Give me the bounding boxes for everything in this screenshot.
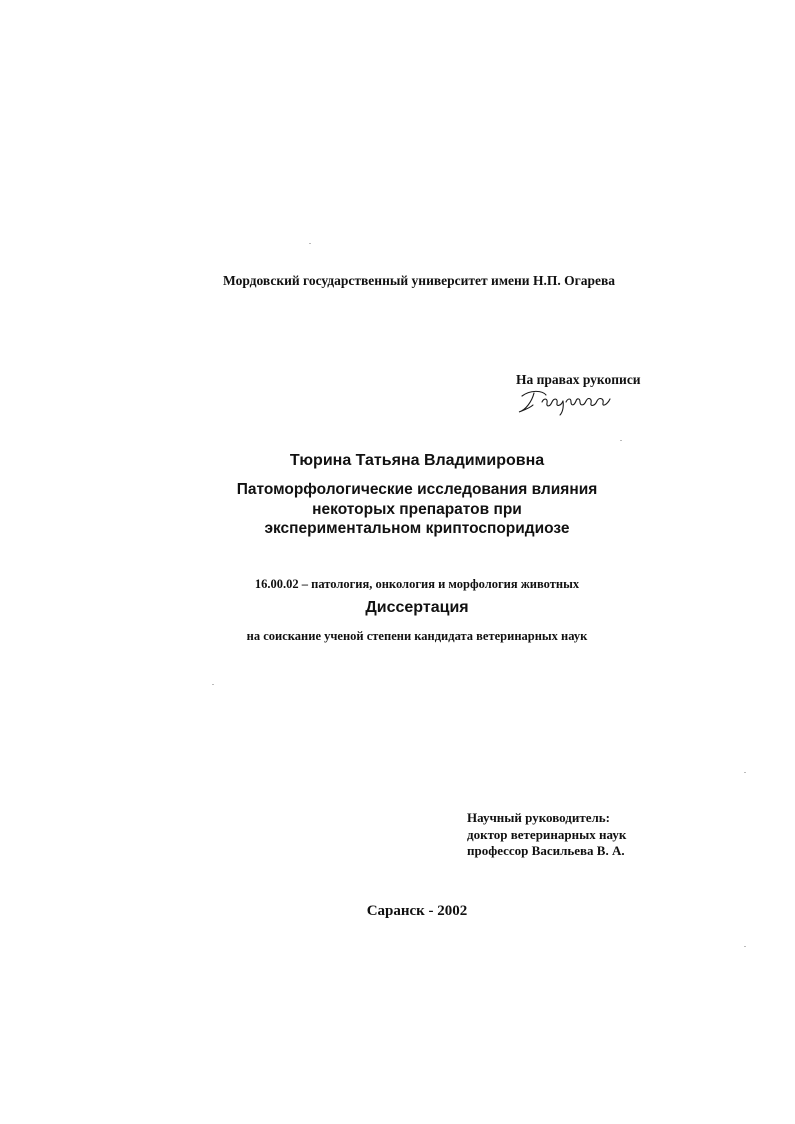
author-name: Тюрина Татьяна Владимировна: [289, 452, 545, 469]
document-type: Диссертация: [365, 599, 469, 616]
city-year: Саранск - 2002: [366, 903, 468, 919]
advisor-label: Научный руководитель:: [467, 810, 610, 825]
title-line-2: некоторых препаратов при: [312, 500, 522, 518]
dissertation-title: [0, 480, 795, 539]
scan-speck: [309, 243, 311, 244]
scan-speck: [744, 772, 746, 773]
degree-line: на соискание ученой степени кандидата ветеринарных наук: [246, 629, 588, 643]
title-line-1: Патоморфологические исследования влияния: [236, 481, 598, 498]
specialty-code: 16.00.02 – патология, онкология и морфология животных: [254, 577, 580, 591]
rights-note: На правах рукописи: [516, 372, 641, 387]
university-name: Мордовский государственный университет имени Н.П. Огарева: [223, 273, 615, 288]
scan-speck: [744, 946, 746, 947]
scan-speck: [620, 440, 622, 441]
title-line-3: экспериментальном криптоспоридиозе: [264, 520, 570, 537]
scan-speck: [212, 684, 214, 685]
advisor-block: [467, 810, 626, 860]
handwritten-signature: [516, 386, 612, 416]
advisor-name: профессор Васильева В. А.: [467, 843, 625, 858]
advisor-title: доктор ветеринарных наук: [467, 826, 627, 842]
